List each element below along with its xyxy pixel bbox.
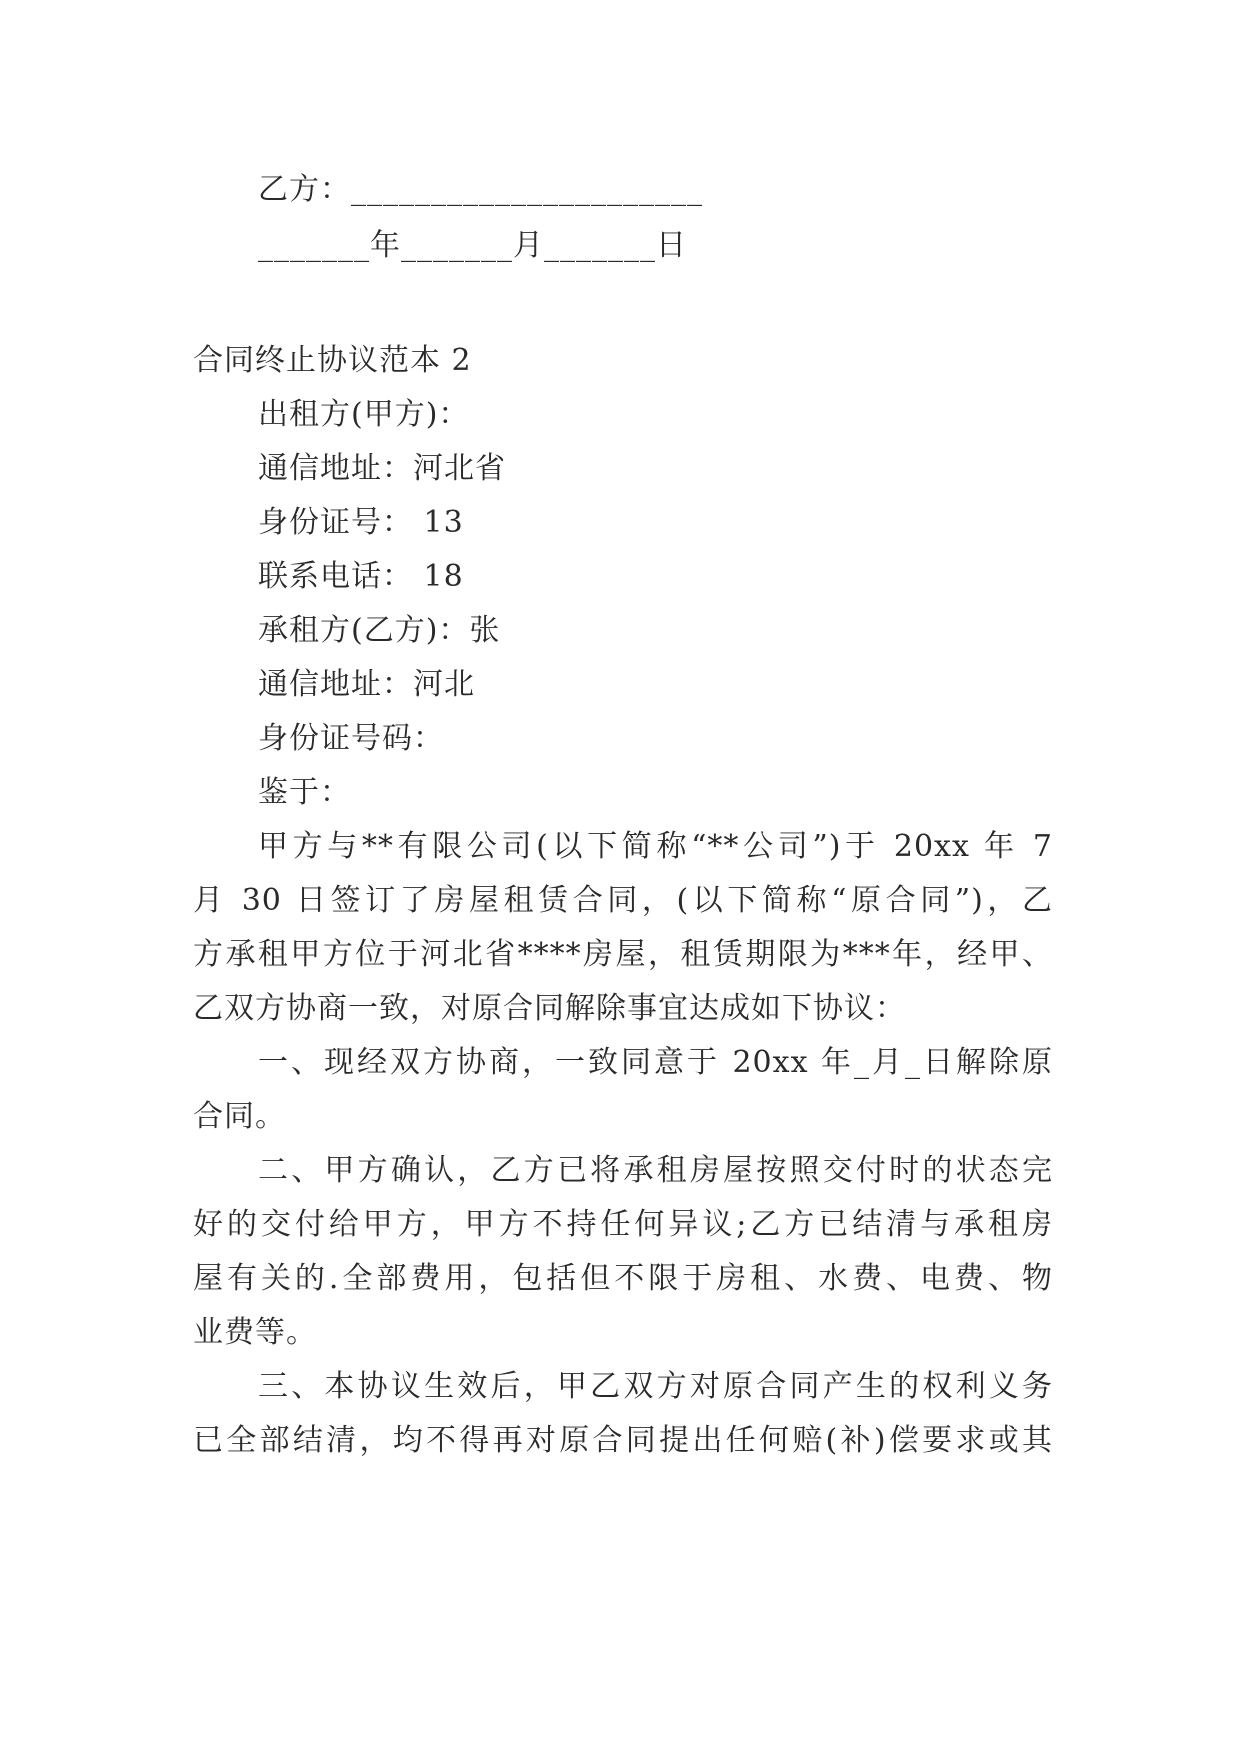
lessor-field: 出租方(甲方)： bbox=[258, 397, 470, 432]
lessee-address-field: 通信地址：河北 bbox=[258, 667, 475, 702]
lessee-id-field: 身份证号码： bbox=[258, 721, 444, 756]
paragraph-line: 合同。 bbox=[193, 1099, 286, 1134]
signature-date-line: _______年_______月_______日 bbox=[258, 228, 687, 263]
lessor-phone-field: 联系电话： 18 bbox=[258, 559, 464, 594]
party-b-signature-line: 乙方：______________________ bbox=[258, 172, 703, 207]
paragraph-line: 甲方与**有限公司(以下简称“**公司”)于 20xx 年 7 bbox=[258, 829, 1053, 864]
paragraph-line: 已全部结清，均不得再对原合同提出任何赔(补)偿要求或其 bbox=[193, 1423, 1053, 1458]
paragraph-line: 屋有关的.全部费用，包括但不限于房租、水费、电费、物 bbox=[193, 1261, 1053, 1296]
paragraph-line: 三、本协议生效后，甲乙双方对原合同产生的权利义务 bbox=[258, 1369, 1053, 1404]
lessor-address-field: 通信地址：河北省 bbox=[258, 451, 506, 486]
paragraph-line: 乙双方协商一致，对原合同解除事宜达成如下协议： bbox=[193, 991, 906, 1026]
paragraph-line: 一、现经双方协商，一致同意于 20xx 年_月_日解除原 bbox=[258, 1045, 1053, 1080]
paragraph-line: 二、甲方确认，乙方已将承租房屋按照交付时的状态完 bbox=[258, 1153, 1053, 1188]
lessee-field: 承租方(乙方)：张 bbox=[258, 613, 501, 648]
paragraph-line: 月 30 日签订了房屋租赁合同，(以下简称“原合同”)，乙 bbox=[193, 883, 1053, 918]
lessor-id-field: 身份证号： 13 bbox=[258, 505, 464, 540]
paragraph-line: 好的交付给甲方，甲方不持任何异议;乙方已结清与承租房 bbox=[193, 1207, 1053, 1242]
whereas-heading: 鉴于： bbox=[258, 775, 351, 810]
paragraph-line: 方承租甲方位于河北省****房屋，租赁期限为***年，经甲、 bbox=[193, 937, 1053, 972]
paragraph-line: 业费等。 bbox=[193, 1315, 317, 1350]
document-title: 合同终止协议范本 2 bbox=[193, 343, 472, 378]
